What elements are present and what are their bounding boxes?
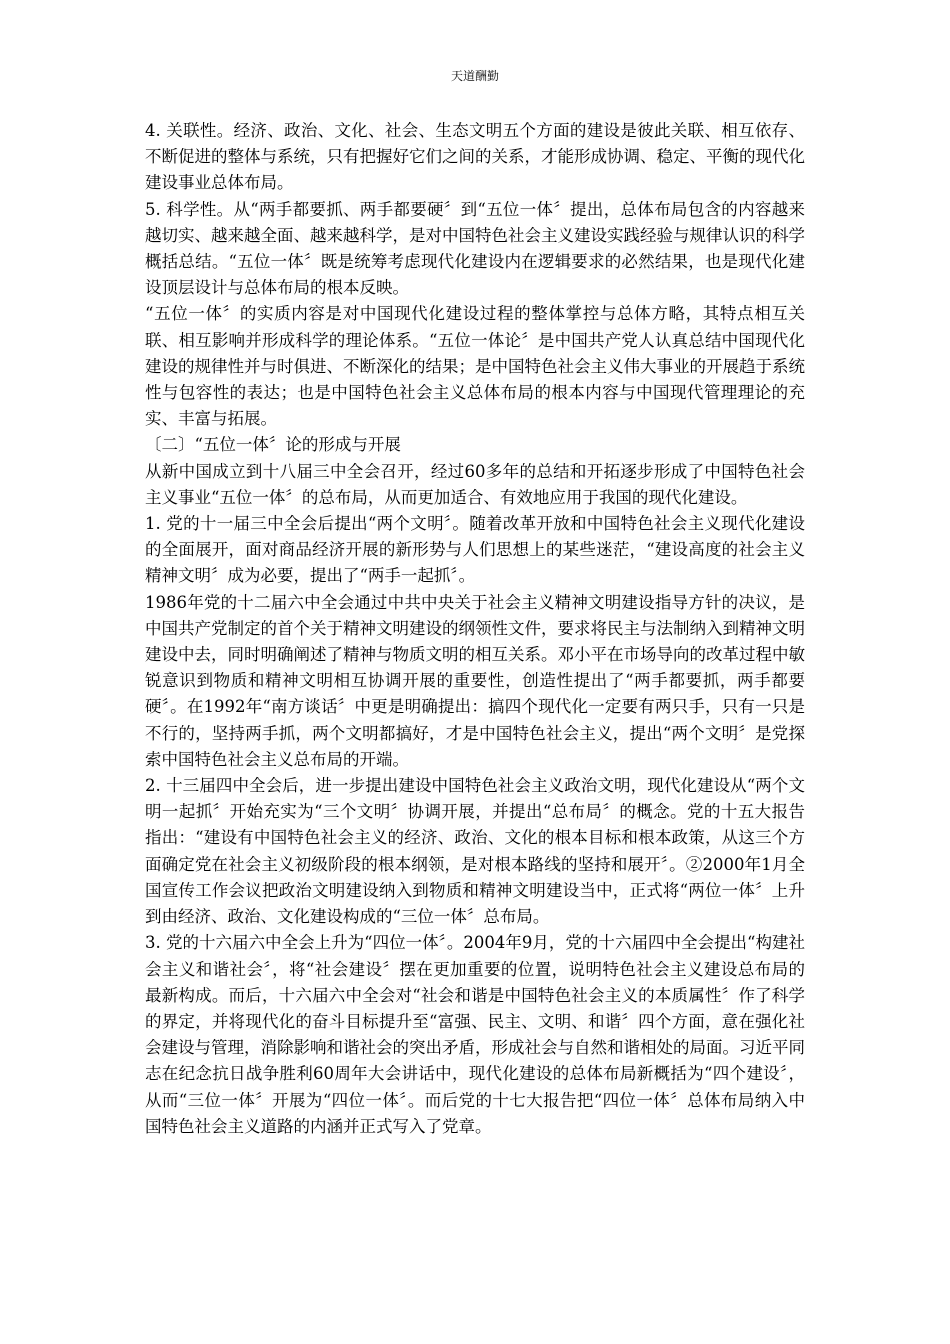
paragraph-formation-intro: 从新中国成立到十八届三中全会召开，经过60多年的总结和开拓逐步形成了中国特色社会主义事业“五位一体〞的总布局，从而更加适合、有效地应用于我国的现代化建设。	[145, 461, 805, 507]
page-header: 天道酬勤	[450, 69, 499, 83]
section-heading: 〔二〕“五位一体〞论的形成与开展	[145, 435, 401, 455]
document-body	[145, 118, 805, 1140]
paragraph-scientific: 5. 科学性。从“两手都要抓、两手都要硬〞到“五位一体〞提出，总体布局包含的内容越来越切实、越来越全面、越来越科学，是对中国特色社会主义建设实践经验与规律认识的科学概括总结。“五位一体〞既是统筹考虑现代化建设内在逻辑要求的必然结果，也是现代化建设顶层设计与总体布局的根本反映。	[145, 199, 805, 298]
paragraph-four-in-one: 3. 党的十六届六中全会上升为“四位一体〞。2004年9月，党的十六届四中全会提出“构建社会主义和谐社会〞，将“社会建设〞摆在更加重要的位置，说明特色社会主义建设总布局的最新构成。而后，十六届六中全会对“社会和谐是中国特色社会主义的本质属性〞作了科学的界定，并将现代化的奋斗目标提升至“富强、民主、文明、和谐〞四个方面，意在强化社会建设与管理，消除影响和谐社会的突出矛盾，形成社会与自然和谐相处的局面。习近平同志在纪念抗日战争胜利60周年大会讲话中，现代化建设的总体布局新概括为“四个建设〞，从而“三位一体〞开展为“四位一体〞。而后党的十七大报告把“四位一体〞总体布局纳入中国特色社会主义道路的内涵并正式写入了党章。	[145, 933, 805, 1136]
paragraph-1986-resolution: 1986年党的十二届六中全会通过中共中央关于社会主义精神文明建设指导方针的决议，是中国共产党制定的首个关于精神文明建设的纲领性文件，要求将民主与法制纳入到精神文明建设中去，同时明确阐述了精神与物质文明的相互关系。邓小平在市场导向的改革过程中敏锐意识到物质和精神文明相互协调开展的重要性，创造性提出了“两手都要抓，两手都要硬〞。在1992年“南方谈话〞中更是明确提出：搞四个现代化一定要有两只手，只有一只是不行的，坚持两手抓，两个文明都搞好，才是中国特色社会主义，提出“两个文明〞是党探索中国特色社会主义总布局的开端。	[145, 592, 805, 769]
paragraph-three-civilizations: 2. 十三届四中全会后，进一步提出建设中国特色社会主义政治文明，现代化建设从“两个文明一起抓〞开始充实为“三个文明〞协调开展，并提出“总布局〞的概念。党的十五大报告指出：“建设有中国特色社会主义的经济、政治、文化的根本目标和根本政策，从这三个方面确定党在社会主义初级阶段的根本纲领，是对根本路线的坚持和展开〞。②2000年1月全国宣传工作会议把政治文明建设纳入到物质和精神文明建设当中，正式将“两位一体〞上升到由经济、政治、文化建设构成的“三位一体〞总布局。	[145, 776, 805, 927]
paragraph-relevance: 4. 关联性。经济、政治、文化、社会、生态文明五个方面的建设是彼此关联、相互依存、不断促进的整体与系统，只有把握好它们之间的关系，才能形成协调、稳定、平衡的现代化建设事业总体布局。	[145, 121, 805, 193]
paragraph-essence: “五位一体〞的实质内容是对中国现代化建设过程的整体掌控与总体方略，其特点相互关联、相互影响并形成科学的理论体系。“五位一体论〞是中国共产党人认真总结中国现代化建设的规律性并与时俱进、不断深化的结果；是中国特色社会主义伟大事业的开展趋于系统性与包容性的表达；也是中国特色社会主义总体布局的根本内容与中国现代管理理论的充实、丰富与拓展。	[145, 304, 805, 429]
paragraph-two-civilizations: 1. 党的十一届三中全会后提出“两个文明〞。随着改革开放和中国特色社会主义现代化建设的全面展开，面对商品经济开展的新形势与人们思想上的某些迷茫，“建设高度的社会主义精神文明〞成为必要，提出了“两手一起抓〞。	[145, 514, 805, 586]
